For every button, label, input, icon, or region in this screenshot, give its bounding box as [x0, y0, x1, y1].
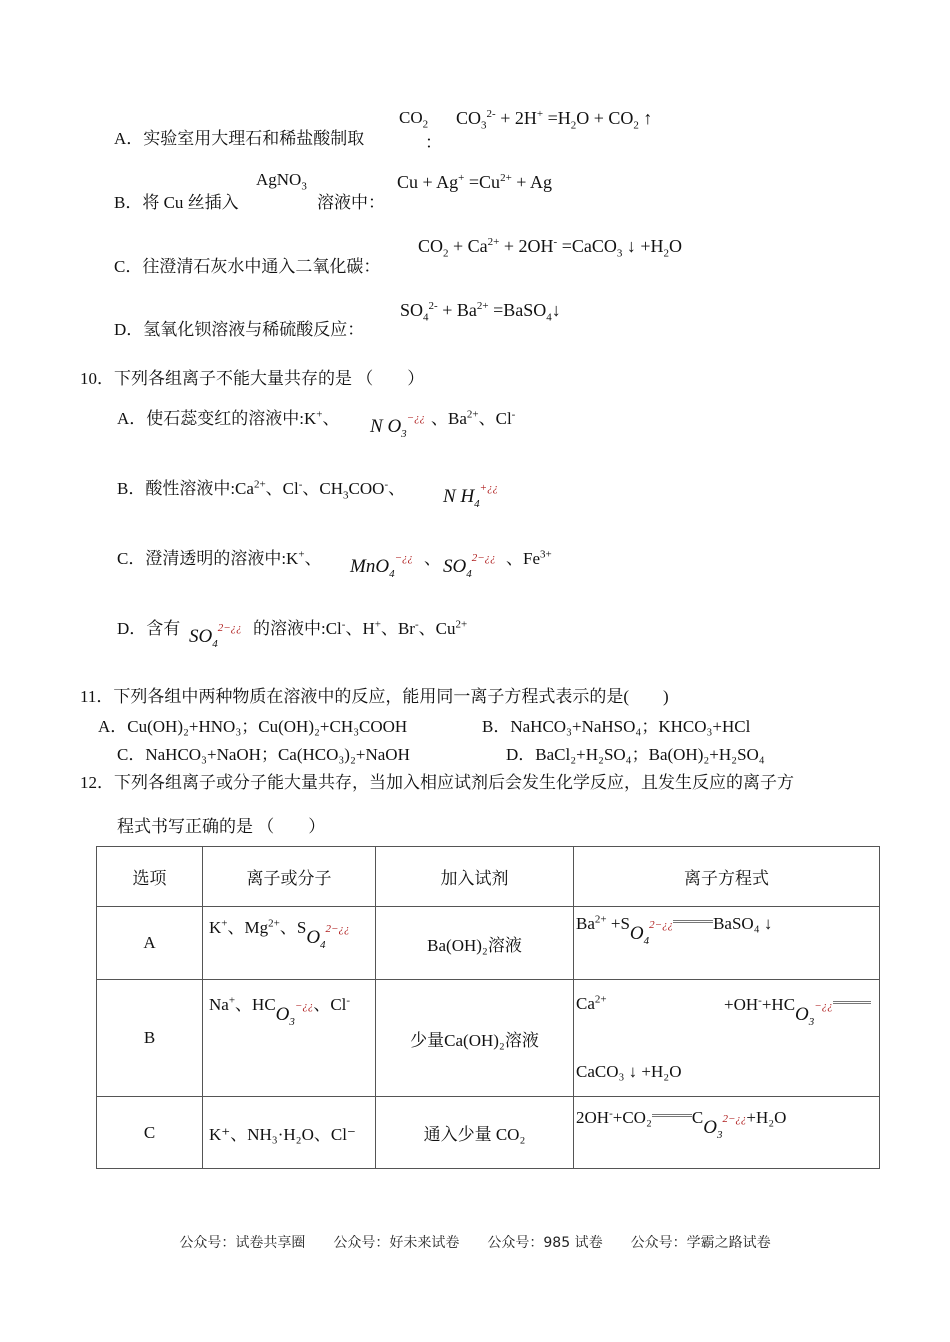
q9-option-d — [114, 298, 734, 338]
q9-a-colon: ： — [425, 133, 442, 152]
q9-b-label: B．将 Cu 丝插入 — [114, 193, 239, 212]
row-b-reagent: 少量Ca(OH)₂溶液 — [376, 980, 574, 1097]
q11-option-a: A．Cu(OH)₂+HNO₃；Cu(OH)₂+CH₃COOH — [98, 717, 408, 736]
q12-stem-line2: 程式书写正确的是 （ ） — [117, 817, 326, 836]
row-a-reagent: Ba(OH)₂溶液 — [376, 907, 574, 980]
q9-a-equation: $CO_3^{2-} + 2H^+ =H_2O + CO_2$ ↑ — [456, 108, 653, 132]
row-c-equation: 2OH-+CO₂ $CO_3^{2-¿¿}+H_2O$ — [574, 1097, 880, 1169]
q9-c-equation: $CO_2 + Ca^{2+} + 2OH^-$ =CaCO$_3$ ↓ $+H_2O$ — [418, 236, 683, 260]
row-a-equation: $Ba^{2+} +SO_4^{2-¿¿}$ BaSO₄ ↓ — [574, 907, 880, 980]
q10-option-b: B．酸性溶液中$:Ca^{2+}$、Cl-、$CH_3COO^-$、 N $H_4^{+¿¿}$ — [117, 478, 499, 510]
header-ions: 离子或分子 — [203, 847, 376, 907]
q9-c-label: C．往澄清石灰水中通入二氧化碳： — [114, 257, 381, 276]
row-b-equation: $Ca^{2+}$ $+OH^-+HCO_3^{-¿¿}$ CaCO₃ ↓ +H₂O — [574, 980, 880, 1097]
header-option: 选项 — [97, 847, 203, 907]
row-b-ions: Na+、$HCO_3^{-¿¿}$、Cl- — [203, 980, 376, 1097]
q11-option-d: D．BaCl₂+H₂SO₄；Ba(OH)₂+H₂SO₄ — [506, 745, 765, 764]
q9-option-a — [114, 108, 734, 152]
row-c-ions: K⁺、NH₃·H₂O、Cl⁻ — [203, 1097, 376, 1169]
q9-b-after: 溶液中： — [317, 193, 385, 212]
header-reagent: 加入试剂 — [376, 847, 574, 907]
q9-a-co2: $CO_2$ — [399, 108, 429, 131]
row-a-ions: K+、$Mg^{2+}$、$SO_4^{2-¿¿}$ — [203, 907, 376, 980]
q10-stem: 10．下列各组离子不能大量共存的是 （ ） — [80, 369, 425, 388]
q10-option-c: C．澄清透明的溶液中:K+、 MnO$_4$−¿¿ 、 $SO_4^{2-¿¿}$ 、$Fe^{3+}$ — [117, 548, 552, 580]
table-row — [97, 1097, 880, 1169]
q10-c-so4: $SO_4^{2-¿¿}$ — [443, 552, 496, 580]
table-header-row — [97, 847, 880, 907]
q10-d-so4: $SO_4^{2-¿¿}$ — [189, 622, 242, 650]
q11-stem: 11．下列各组中两种物质在溶液中的反应，能用同一离子方程式表示的是( ) — [80, 687, 669, 706]
q10-a-no3: N $O_3^{-¿¿}$ — [370, 412, 426, 440]
q10-b-nh4: N $H_4^{+¿¿}$ — [443, 482, 499, 510]
row-b-option: B — [97, 980, 203, 1097]
q9-b-agno3: AgNO$_3$ — [256, 170, 307, 193]
q11-option-c: C．NaHCO₃+NaOH；Ca(HCO₃)₂+NaOH — [117, 745, 410, 764]
header-equation: 离子方程式 — [574, 847, 880, 907]
q11-option-b: B．NaHCO₃+NaHSO₄；KHCO₃+HCl — [482, 717, 751, 736]
q9-option-c — [114, 236, 754, 276]
q10-c-mno4: MnO$_4$−¿¿ — [350, 552, 413, 580]
q9-d-label: D．氢氧化钡溶液与稀硫酸反应： — [114, 320, 365, 339]
footer: 公众号：试卷共享圈 公众号：好未来试卷 公众号：985 试卷 公众号：学霸之路试卷 — [179, 1235, 771, 1251]
table-row — [97, 907, 880, 980]
table-row — [97, 980, 880, 1097]
q9-option-b — [114, 170, 734, 210]
row-c-option: C — [97, 1097, 203, 1169]
q9-b-equation: $Cu + Ag^+ =Cu^{2+} + Ag$ — [397, 172, 552, 192]
q12-table — [96, 846, 880, 1169]
q9-a-label: A．实验室用大理石和稀盐酸制取 — [114, 129, 365, 148]
q10-option-d: D．含有 $SO_4^{2-¿¿}$ 的溶液中:Cl-、H+、Br-、$Cu^{2+}$ — [117, 618, 468, 650]
row-c-reagent: 通入少量 CO₂ — [376, 1097, 574, 1169]
q12-stem-line1: 12．下列各组离子或分子能大量共存，当加入相应试剂后会发生化学反应，且发生反应的离子方 — [80, 773, 794, 792]
q9-d-equation: $SO_4^{2-} + Ba^{2+}$ =BaSO$_4$↓ — [400, 300, 561, 324]
row-a-option: A — [97, 907, 203, 980]
q10-option-a: A．使石蕊变红的溶液中:K+、 N $O_3^{-¿¿}$ 、$Ba^{2+}$、Cl- — [117, 408, 516, 440]
